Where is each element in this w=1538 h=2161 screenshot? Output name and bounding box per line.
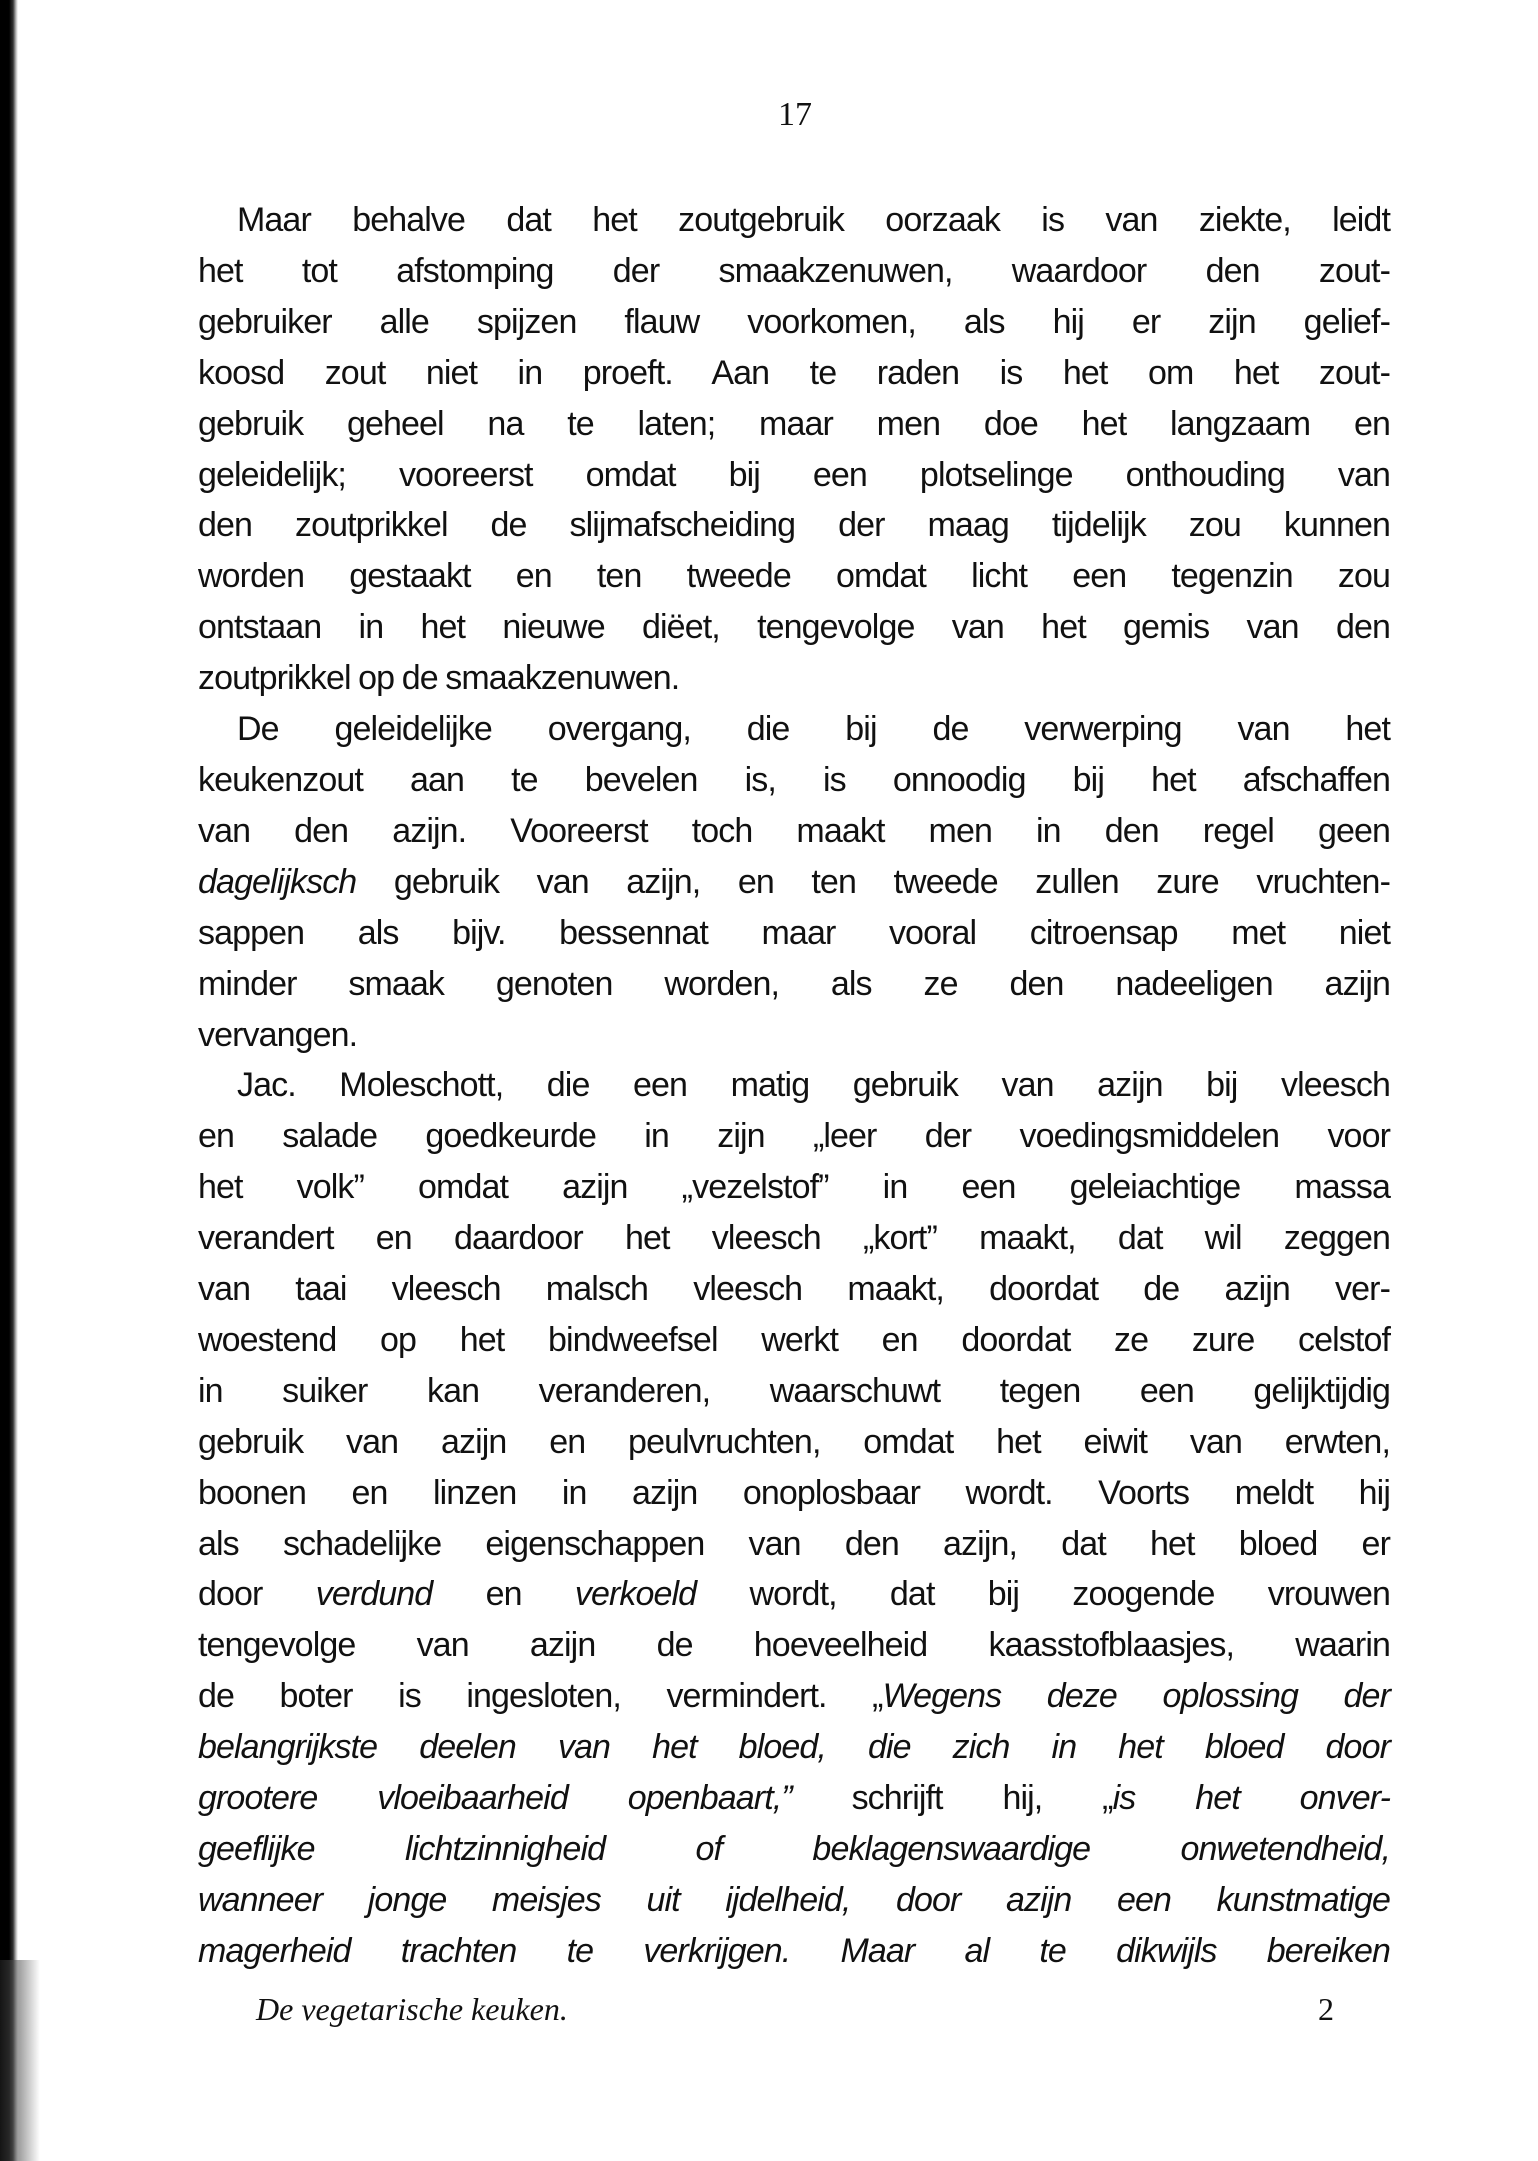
text-line xyxy=(198,1824,1390,1875)
italic-text: dagelijksch xyxy=(198,862,357,901)
text-line xyxy=(198,1519,1390,1570)
text-line xyxy=(198,450,1390,501)
text-line xyxy=(198,195,1390,246)
italic-text: belangrijkste deelen van het bloed, die zich in het bloed door xyxy=(198,1728,1390,1767)
page-content xyxy=(198,195,1390,2031)
text-segment: Maar behalve dat het zoutgebruik oorzaak is van ziekte, leidt xyxy=(237,201,1390,239)
text-segment: door xyxy=(198,1575,316,1614)
footer-book-title: De vegetarische keuken. xyxy=(256,1990,568,2027)
text-line xyxy=(198,1060,1390,1111)
text-segment: ontstaan in het nieuwe diëet, tengevolge van het gemis van den xyxy=(198,608,1390,647)
body-text xyxy=(198,195,1390,1977)
italic-text: verkoeld xyxy=(574,1575,697,1614)
text-segment: het tot afstomping der smaakzenuwen, waardoor den zout- xyxy=(198,251,1390,290)
italic-text: geeflijke lichtzinnigheid of beklagenswaardige onwetendheid, xyxy=(198,1830,1390,1868)
text-segment: tengevolge van azijn de hoeveelheid kaasstofblaasjes, waarin xyxy=(198,1626,1390,1665)
text-line xyxy=(198,1366,1390,1417)
text-segment: gebruiker alle spijzen flauw voorkomen, als hij er zijn gelief- xyxy=(198,302,1390,341)
text-segment: worden gestaakt en ten tweede omdat licht een tegenzin zou xyxy=(198,557,1390,596)
text-segment: gebruik van azijn en peulvruchten, omdat het eiwit van erwten, xyxy=(198,1422,1390,1461)
text-line xyxy=(198,1213,1390,1264)
text-line xyxy=(198,1264,1390,1315)
text-segment: wordt, dat bij zoogende vrouwen xyxy=(696,1575,1390,1614)
text-line xyxy=(198,908,1390,959)
text-line xyxy=(198,857,1390,908)
text-line xyxy=(198,399,1390,450)
text-line xyxy=(198,551,1390,602)
paragraph xyxy=(198,1060,1390,1976)
text-line xyxy=(198,806,1390,857)
text-line xyxy=(198,602,1390,653)
paragraph xyxy=(198,195,1390,704)
text-line xyxy=(198,1010,1390,1061)
text-line xyxy=(198,1111,1390,1162)
italic-text: grootere vloeibaarheid openbaart,” xyxy=(198,1779,792,1818)
text-line xyxy=(198,1722,1390,1773)
text-segment: De geleidelijke overgang, die bij de verwerping van het xyxy=(237,710,1390,749)
italic-text: verdund xyxy=(315,1575,433,1614)
italic-text: is het onver- xyxy=(1112,1779,1390,1818)
italic-text: wanneer jonge meisjes uit ijdelheid, door azijn een kunstmatige xyxy=(198,1880,1390,1919)
text-segment: en salade goedkeurde in zijn „leer der voedingsmiddelen voor xyxy=(198,1117,1390,1156)
text-segment: van taai vleesch malsch vleesch maakt, doordat de azijn ver- xyxy=(198,1270,1390,1309)
page-number: 17 xyxy=(778,96,812,133)
text-segment: in suiker kan veranderen, waarschuwt tegen een gelijktijdig xyxy=(198,1371,1390,1410)
text-segment: keukenzout aan te bevelen is, is onnoodig bij het afschaffen xyxy=(198,760,1390,799)
text-line xyxy=(198,297,1390,348)
text-segment: gebruik geheel na te laten; maar men doe het langzaam en xyxy=(198,404,1390,443)
text-line xyxy=(198,1875,1390,1926)
text-line xyxy=(198,246,1390,297)
text-line xyxy=(198,704,1390,755)
text-line xyxy=(198,1315,1390,1366)
text-line xyxy=(198,1926,1390,1977)
italic-text: Wegens deze oplossing der xyxy=(882,1677,1390,1716)
text-segment: als schadelijke eigenschappen van den azijn, dat het bloed er xyxy=(198,1524,1390,1563)
text-line xyxy=(198,1417,1390,1468)
text-segment: gebruik van azijn, en ten tweede zullen zure vruchten- xyxy=(356,862,1390,901)
text-segment: verandert en daardoor het vleesch „kort” maakt, dat wil zeggen xyxy=(198,1219,1390,1258)
page-footer xyxy=(198,1987,1390,2031)
text-line xyxy=(198,653,1390,704)
text-line xyxy=(198,1569,1390,1620)
text-segment: schrijft hij, „ xyxy=(791,1779,1113,1818)
text-segment: sappen als bijv. bessennat maar vooral citroensap met niet xyxy=(198,913,1390,952)
text-segment: geleidelijk; vooreerst omdat bij een plotselinge onthouding van xyxy=(198,455,1390,494)
text-segment: minder smaak genoten worden, als ze den nadeeligen azijn xyxy=(198,964,1390,1003)
text-line xyxy=(198,1773,1390,1824)
text-segment: vervangen. xyxy=(198,1015,358,1054)
text-line xyxy=(198,1671,1390,1722)
text-line xyxy=(198,1620,1390,1671)
text-segment: het volk” omdat azijn „vezelstof” in een geleiachtige massa xyxy=(198,1168,1390,1207)
text-segment: Jac. Moleschott, die een matig gebruik van azijn bij vleesch xyxy=(237,1066,1390,1105)
scanned-page-edge xyxy=(0,0,18,2161)
text-segment: van den azijn. Vooreerst toch maakt men in den regel geen xyxy=(198,811,1390,850)
text-segment: boonen en linzen in azijn onoplosbaar wordt. Voorts meldt hij xyxy=(198,1473,1390,1512)
text-segment: den zoutprikkel de slijmafscheiding der maag tijdelijk zou kunnen xyxy=(198,506,1390,545)
text-line xyxy=(198,959,1390,1010)
scanned-page-edge-shadow xyxy=(0,1960,40,2161)
text-segment: en xyxy=(432,1575,575,1614)
text-line xyxy=(198,1468,1390,1519)
text-segment: de boter is ingesloten, vermindert. „ xyxy=(198,1677,883,1716)
paragraph xyxy=(198,704,1390,1060)
text-segment: zoutprikkel op de smaakzenuwen. xyxy=(198,659,680,698)
text-line xyxy=(198,500,1390,551)
text-line xyxy=(198,348,1390,399)
text-segment: koosd zout niet in proeft. Aan te raden is het om het zout- xyxy=(198,353,1390,392)
text-line xyxy=(198,755,1390,806)
text-line xyxy=(198,1162,1390,1213)
text-segment: woestend op het bindweefsel werkt en doordat ze zure celstof xyxy=(198,1320,1390,1359)
footer-signature-mark: 2 xyxy=(1318,1990,1334,2027)
italic-text: magerheid trachten te verkrijgen. Maar al te dikwijls bereiken xyxy=(198,1931,1390,1970)
